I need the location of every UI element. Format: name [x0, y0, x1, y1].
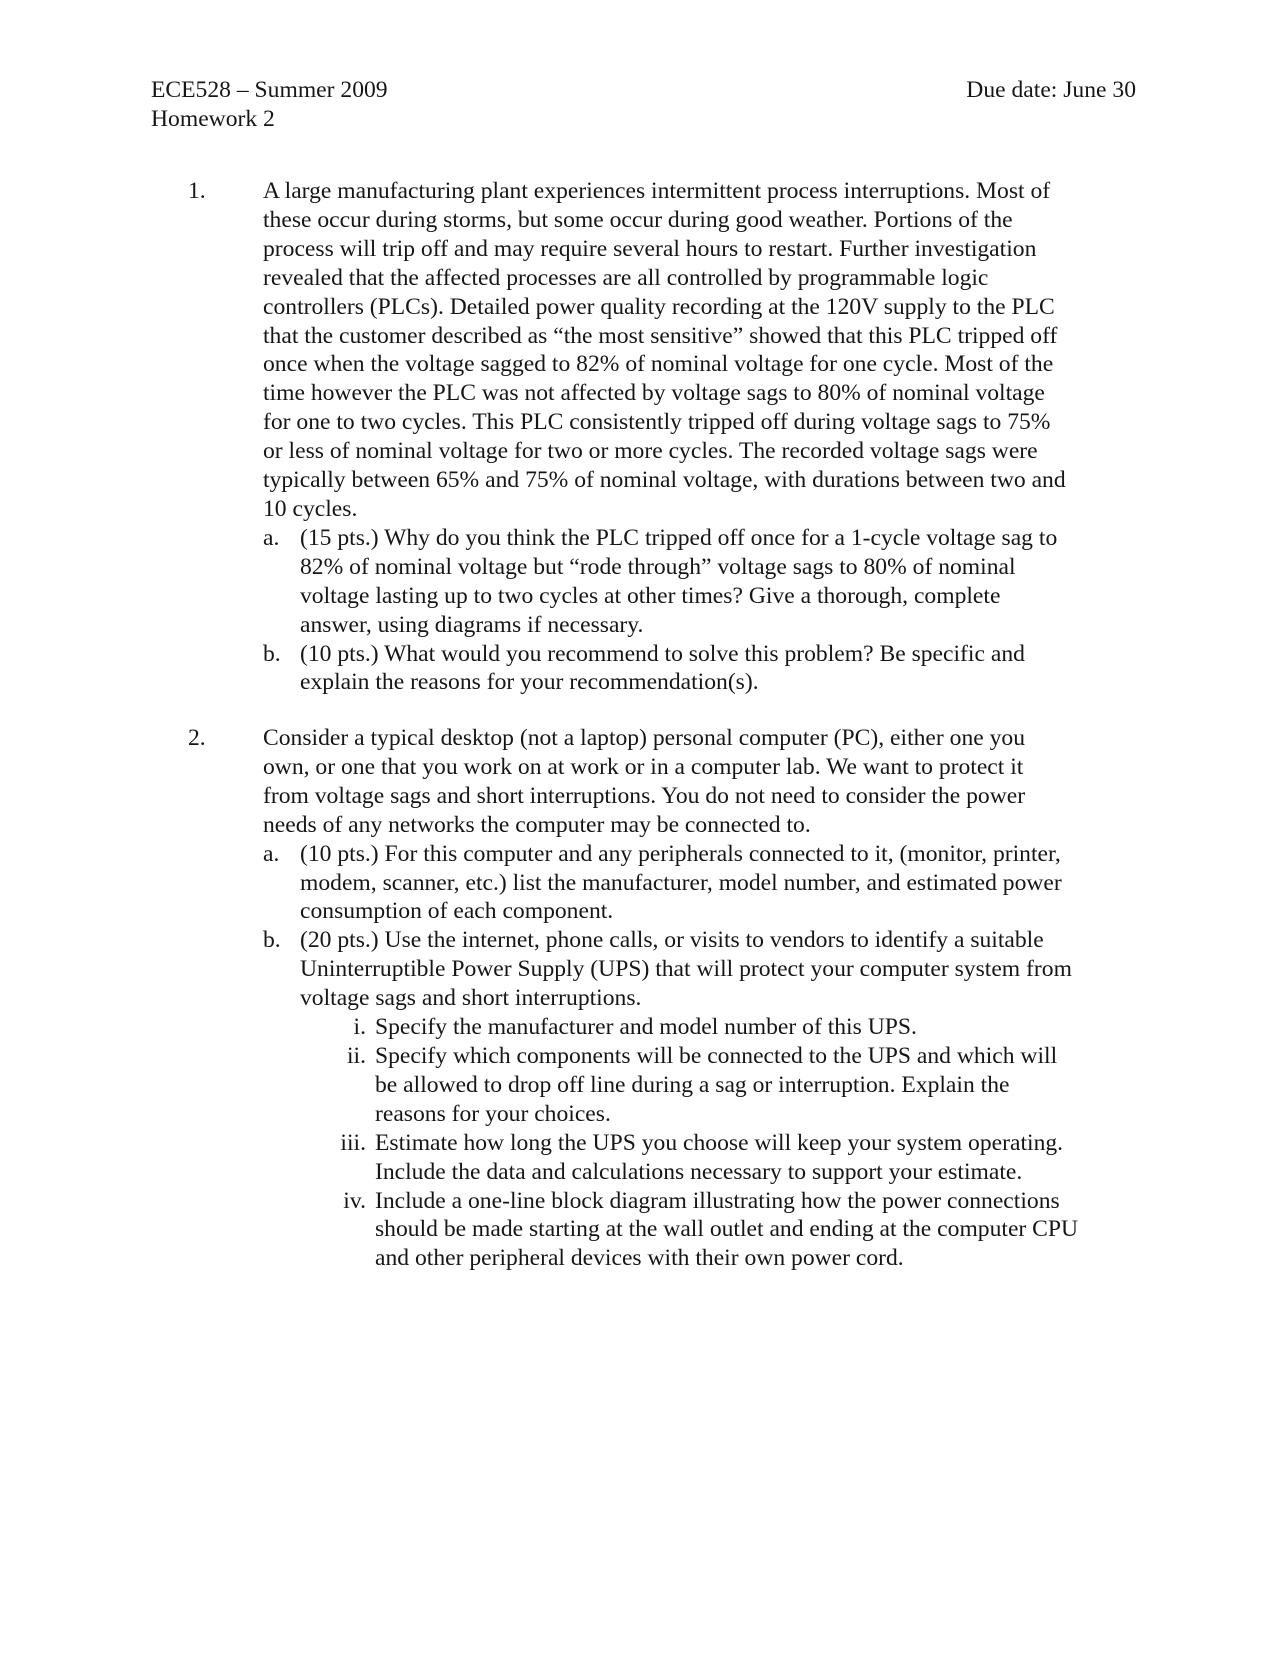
text-line: (20 pts.) Use the internet, phone calls, or visits to vendors to identify a suitable: [300, 927, 1044, 954]
text-line: these occur during storms, but some occur during good weather. Portions of the: [263, 206, 1013, 233]
text-line: and other peripheral devices with their own power cord.: [375, 1245, 904, 1272]
text-line: that the customer described as “the most sensitive” showed that this PLC tripped off: [263, 322, 1058, 349]
text-line: Specify which components will be connected to the UPS and which will: [375, 1042, 1058, 1069]
text-line: A large manufacturing plant experiences intermittent process interruptions. Most of: [263, 178, 1051, 204]
text-line: (10 pts.) For this computer and any peripherals connected to it, (monitor, printer,: [300, 840, 1061, 867]
assignment-title: Homework 2: [151, 105, 275, 132]
text-line: 82% of nominal voltage but “rode through” voltage sags to 80% of nominal: [300, 553, 1016, 580]
document-header-left: [151, 76, 751, 134]
text-line: answer, using diagrams if necessary.: [300, 611, 644, 638]
text-line: Include the data and calculations necessary to support your estimate.: [375, 1158, 1023, 1185]
text-line: revealed that the affected processes are all controlled by programmable logic: [263, 264, 989, 291]
question-2-body: [263, 724, 1133, 1273]
question-1-body: [263, 177, 1133, 697]
text-line: voltage lasting up to two cycles at other times? Give a thorough, complete: [300, 582, 1001, 609]
text-line: reasons for your choices.: [375, 1100, 611, 1127]
subpart-marker: iii.: [340, 1129, 366, 1156]
text-line: be allowed to drop off line during a sag or interruption. Explain the: [375, 1071, 1010, 1098]
text-line: 10 cycles.: [263, 495, 358, 522]
text-line: modem, scanner, etc.) list the manufacturer, model number, and estimated power: [300, 869, 1062, 896]
text-line: Estimate how long the UPS you choose will keep your system operating.: [375, 1129, 1064, 1156]
text-line: Specify the manufacturer and model number of this UPS.: [375, 1014, 917, 1041]
question-2-part-b-iv: [263, 1187, 1133, 1274]
text-line: Consider a typical desktop (not a laptop) personal computer (PC), either one you: [263, 725, 1026, 751]
text-line: Uninterruptible Power Supply (UPS) that will protect your computer system from: [300, 956, 1072, 983]
question-1-parts: [263, 524, 1133, 697]
text-line: from voltage sags and short interruptions. You do not need to consider the power: [263, 782, 1026, 809]
subpart-marker: i.: [353, 1014, 366, 1041]
text-line: should be made starting at the wall outlet and ending at the computer CPU: [375, 1216, 1079, 1243]
course-title: ECE528 – Summer 2009: [151, 77, 388, 103]
question-1-part-b: [263, 640, 1133, 698]
text-line: explain the reasons for your recommendation(s).: [300, 669, 759, 696]
text-line: consumption of each component.: [300, 898, 614, 925]
question-2-parts: [263, 840, 1133, 1274]
question-2-number: 2.: [188, 725, 206, 751]
text-line: own, or one that you work on at work or in a computer lab. We want to protect it: [263, 753, 1024, 780]
text-line: for one to two cycles. This PLC consistently tripped off during voltage sags to 75%: [263, 409, 1051, 436]
part-letter: b.: [263, 927, 281, 954]
text-line: (15 pts.) Why do you think the PLC tripped off once for a 1-cycle voltage sag to: [300, 524, 1058, 551]
question-2-part-a: [263, 840, 1133, 927]
part-letter: b.: [263, 640, 281, 667]
question-1-number: 1.: [188, 178, 206, 204]
question-2-part-b: [263, 926, 1133, 1013]
question-2-part-b-iii: [263, 1129, 1133, 1187]
text-line: Include a one-line block diagram illustrating how the power connections: [375, 1187, 1060, 1214]
text-line: once when the voltage sagged to 82% of nominal voltage for one cycle. Most of the: [263, 351, 1054, 378]
text-line: controllers (PLCs). Detailed power quality recording at the 120V supply to the PLC: [263, 293, 1055, 320]
text-line: needs of any networks the computer may be connected to.: [263, 811, 811, 838]
text-line: (10 pts.) What would you recommend to solve this problem? Be specific and: [300, 640, 1025, 667]
text-line: process will trip off and may require several hours to restart. Further investigation: [263, 235, 1037, 262]
question-2-part-b-i: [263, 1013, 1133, 1042]
text-line: typically between 65% and 75% of nominal voltage, with durations between two and: [263, 467, 1066, 494]
question-2-prompt: [263, 724, 1133, 840]
question-1-prompt: [263, 177, 1133, 524]
part-letter: a.: [263, 524, 280, 551]
question-2-part-b-ii: [263, 1042, 1133, 1129]
subpart-marker: iv.: [343, 1187, 366, 1214]
text-line: or less of nominal voltage for two or more cycles. The recorded voltage sags were: [263, 438, 1038, 465]
due-date: Due date: June 30: [966, 77, 1136, 103]
text-line: time however the PLC was not affected by voltage sags to 80% of nominal voltage: [263, 380, 1045, 407]
question-1-part-a: [263, 524, 1133, 640]
subpart-marker: ii.: [346, 1042, 366, 1069]
part-letter: a.: [263, 840, 280, 867]
text-line: voltage sags and short interruptions.: [300, 985, 642, 1012]
